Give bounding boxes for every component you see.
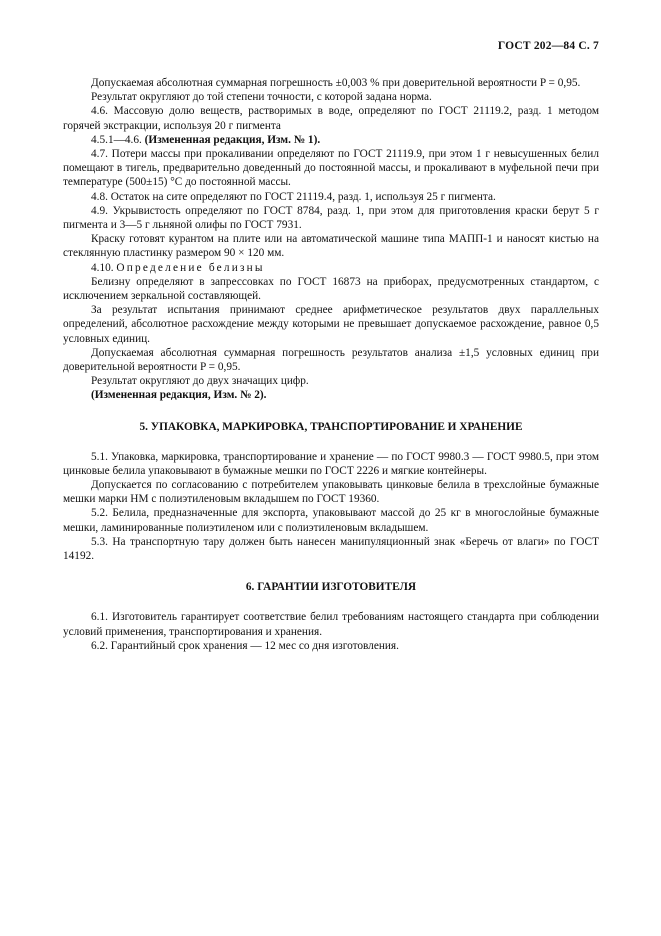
paragraph-packaging-alt: Допускается по согласованию с потребителем упаковывать цинковые белила в трехслойные бумажные мешки марки НМ с полиэтиленовым вкладышем по ГОСТ 19360. <box>63 479 599 506</box>
paragraph-paint-prep: Краску готовят курантом на плите или на автоматической машине типа МАПП-1 и наносят кистью на стеклянную пластинку размером 90 × 120 мм. <box>63 233 599 260</box>
paragraph-error: Допускаемая абсолютная суммарная погрешность результатов анализа ±1,5 условных единиц при доверительной вероятности P = 0,95. <box>63 346 599 374</box>
paragraph-tolerance: Допускаемая абсолютная суммарная погрешность ±0,003 % при доверительной вероятности P = 0,95. <box>91 77 581 89</box>
paragraph-amendment-2: (Измененная редакция, Изм. № 2). <box>91 389 267 402</box>
clause-title: Определение белизны <box>116 261 265 274</box>
paragraph-4-8: 4.8. Остаток на сите определяют по ГОСТ 21119.4, разд. 1, используя 25 г пигмента. <box>91 190 496 203</box>
paragraph-6-1: 6.1. Изготовитель гарантирует соответствие белил требованиям настоящего стандарта при соблюдении условий применения, транспортирования и хранения. <box>63 611 599 638</box>
paragraph-5-3: 5.3. На транспортную тару должен быть нанесен манипуляционный знак «Беречь от влаги» по ГОСТ 14192. <box>63 535 599 563</box>
paragraph-4-10 <box>63 261 599 275</box>
paragraph-result: За результат испытания принимают среднее арифметическое результатов двух параллельных определений, абсолютное расхождение между которыми не превышает допускаемое расхождение, равное 0,5 условных единиц. <box>63 304 599 345</box>
paragraph-amendment-1 <box>63 133 599 147</box>
paragraph-whiteness: Белизну определяют в запрессовках по ГОСТ 16873 на приборах, предусмотренных стандартом, с исключением зеркальной составляющей. <box>63 275 599 303</box>
clause-number: 4.10. <box>91 261 114 274</box>
section-6-title: 6. ГАРАНТИИ ИЗГОТОВИТЕЛЯ <box>245 581 417 594</box>
paragraph-5-1: 5.1. Упаковка, маркировка, транспортирование и хранение — по ГОСТ 9980.3 — ГОСТ 9980.5, при этом цинковые белила упаковывают в бумажные мешки по ГОСТ 2226 и мягкие контейнеры. <box>63 450 599 477</box>
paragraph-rounding: Результат округляют до той степени точности, с которой задана норма. <box>91 91 432 104</box>
paragraph-4-9: 4.9. Укрывистость определяют по ГОСТ 8784, разд. 1, при этом для приготовления краски берут 5 г пигмента и 3—5 г льняной олифы по ГОСТ 7931. <box>63 204 599 232</box>
paragraph-5-2: 5.2. Белила, предназначенные для экспорта, упаковывают массой до 25 кг в многослойные бумажные мешки, ламинированные полиэтиленом или с полиэтиленовым вкладышем. <box>63 507 599 534</box>
section-5-title: 5. УПАКОВКА, МАРКИРОВКА, ТРАНСПОРТИРОВАНИЕ И ХРАНЕНИЕ <box>139 420 523 433</box>
paragraph-4-7: 4.7. Потери массы при прокаливании определяют по ГОСТ 21119.9, при этом 1 г невысушенных белил помещают в тигель, предварительно доведенный до постоянной массы, и прокаливают в муфельной печи при температуре (500±15) °С до постоянной массы. <box>63 148 599 189</box>
paragraph-rounding-2: Результат округляют до двух значащих цифр. <box>91 375 309 388</box>
paragraph-4-6: 4.6. Массовую долю веществ, растворимых в воде, определяют по ГОСТ 21119.2, разд. 1 методом горячей экстракции, используя 20 г пигмента <box>63 105 599 132</box>
amendment-range: 4.5.1—4.6. <box>91 133 142 146</box>
amendment-note: (Измененная редакция, Изм. № 1). <box>144 133 321 146</box>
paragraph-6-2: 6.2. Гарантийный срок хранения — 12 мес со дня изготовления. <box>91 639 399 652</box>
document-body <box>63 76 599 653</box>
page-header: ГОСТ 202—84 С. 7 <box>497 40 599 52</box>
